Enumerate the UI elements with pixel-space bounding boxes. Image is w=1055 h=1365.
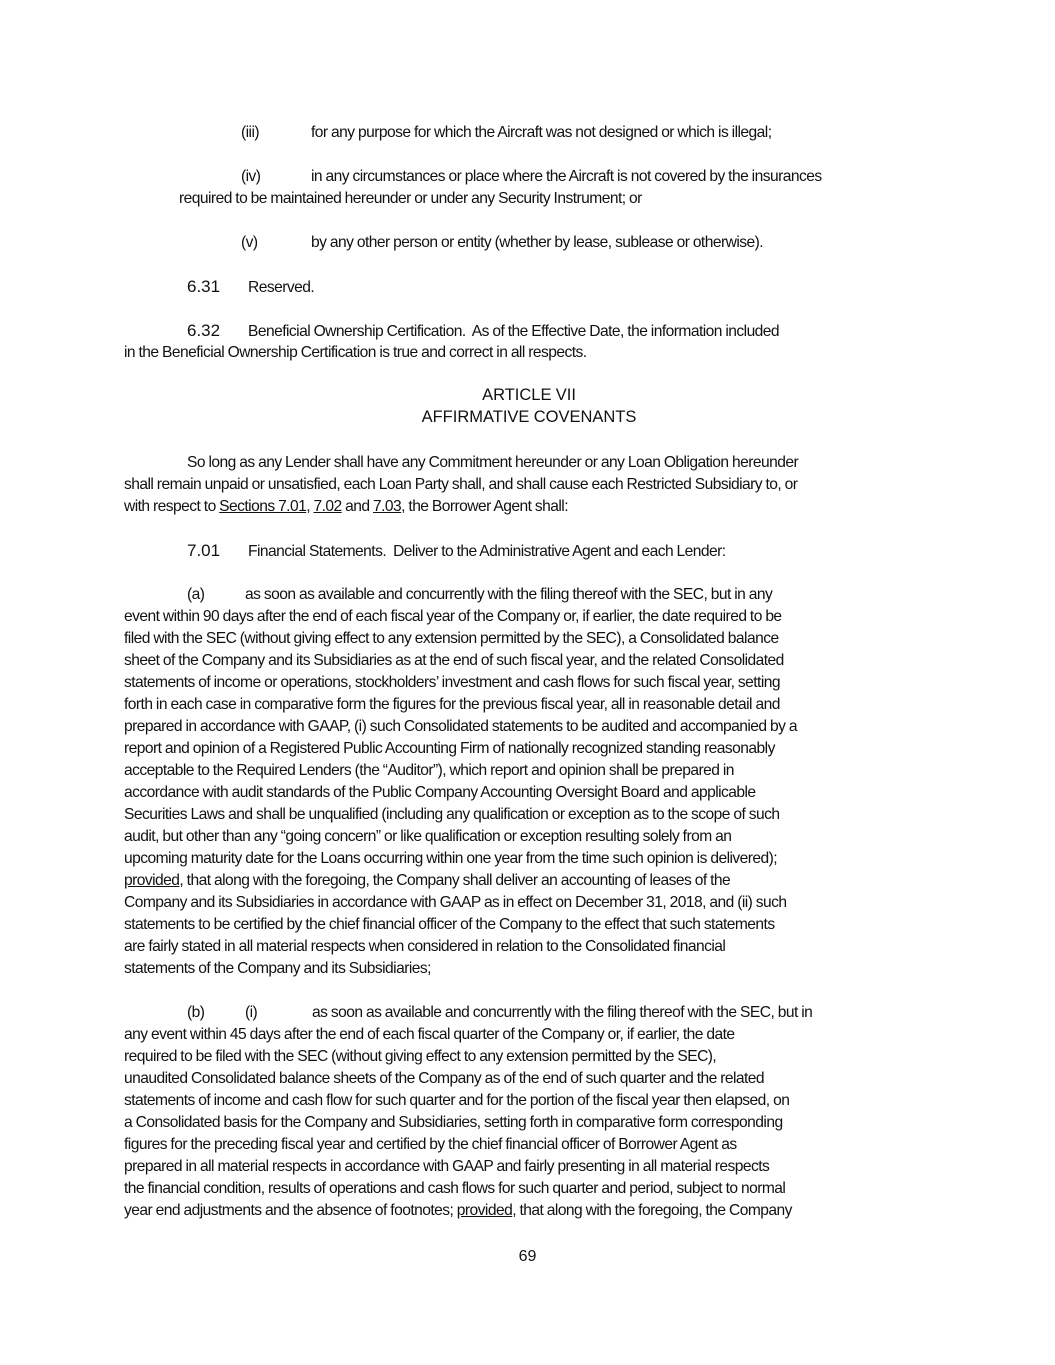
para-b-label: (b) (187, 1004, 205, 1021)
para-b-line: the financial condition, results of operations and cash flows for such quarter and period, subject to normal (124, 1180, 786, 1197)
para-b-line (124, 1200, 934, 1222)
item-iv-line2: required to be maintained hereunder or under any Security Instrument; or (179, 190, 642, 207)
para-a-provided: provided (124, 872, 180, 889)
para-a-line: sheet of the Company and its Subsidiaries as at the end of such fiscal year, and the related Consolidated (124, 652, 784, 669)
para-b-line: statements of income and cash flow for such quarter and for the portion of the fiscal year then elapsed, on (124, 1092, 790, 1109)
item-iv (124, 166, 934, 188)
section-6-32-number: 6.32 (187, 321, 221, 340)
section-6-31-number: 6.31 (187, 277, 221, 296)
item-iii-label: (iii) (241, 124, 260, 141)
para-a-line: event within 90 days after the end of each fiscal year of the Company or, if earlier, the date required to be (124, 608, 782, 625)
item-v (124, 232, 934, 254)
para-a-line: statements to be certified by the chief financial officer of the Company to the effect that such statements (124, 916, 775, 933)
section-6-31 (124, 276, 934, 298)
intro-text: with respect to (124, 498, 220, 515)
para-b-line: figures for the preceding fiscal year and certified by the chief financial officer of Borrower Agent as (124, 1136, 737, 1153)
intro-text: , the Borrower Agent shall: (401, 498, 568, 515)
section-6-31-title: Reserved. (248, 279, 315, 296)
para-a-label: (a) (187, 586, 205, 603)
para-a-line: upcoming maturity date for the Loans occurring within one year from the time such opinion is delivered); (124, 850, 778, 867)
item-iii (124, 122, 934, 144)
para-b-text: as soon as available and concurrently with the filing thereof with the SEC, but in (312, 1004, 813, 1021)
para-a-line: acceptable to the Required Lenders (the “Auditor”), which report and opinion shall be prepared in (124, 762, 734, 779)
para-a-text: , that along with the foregoing, the Company shall deliver an accounting of leases of the (179, 872, 731, 889)
para-a-line (124, 584, 934, 606)
section-7-01 (124, 540, 934, 562)
para-a-line: accordance with audit standards of the Public Company Accounting Oversight Board and applicable (124, 784, 756, 801)
item-iv-label: (iv) (241, 168, 261, 185)
section-7-01-text: Deliver to the Administrative Agent and each Lender: (393, 543, 726, 560)
para-a-line: forth in each case in comparative form the figures for the previous fiscal year, all in reasonable detail and (124, 696, 780, 713)
para-b-line (124, 1002, 934, 1024)
para-b-provided: provided (456, 1202, 513, 1219)
link-sections-7-01[interactable]: Sections 7.01 (219, 498, 307, 515)
section-7-01-title: Financial Statements. (248, 543, 387, 560)
link-7-02[interactable]: 7.02 (313, 498, 342, 515)
para-b-line: unaudited Consolidated balance sheets of the Company as of the end of such quarter and the related (124, 1070, 765, 1087)
link-7-03[interactable]: 7.03 (372, 498, 402, 515)
para-b-line: required to be filed with the SEC (without giving effect to any extension permitted by the SEC), (124, 1048, 717, 1065)
para-a-line: audit, but other than any “going concern” or like qualification or exception resulting solely from an (124, 828, 732, 845)
para-b-line: prepared in all material respects in accordance with GAAP and fairly presenting in all material respects (124, 1158, 770, 1175)
para-a-line: Company and its Subsidiaries in accordance with GAAP as in effect on December 31, 2018, and (ii) such (124, 894, 787, 911)
document-page (124, 122, 934, 1222)
para-a-line: filed with the SEC (without giving effect to any extension permitted by the SEC), a Consolidated balance (124, 630, 779, 647)
intro-separator: , (306, 498, 314, 515)
para-a-line: are fairly stated in all material respects when considered in relation to the Consolidated financial (124, 938, 726, 955)
intro-line-2: shall remain unpaid or unsatisfied, each Loan Party shall, and shall cause each Restricted Subsidiary to, or (124, 476, 798, 493)
para-b-line: any event within 45 days after the end of each fiscal quarter of the Company or, if earlier, the date (124, 1026, 735, 1043)
para-a-line: statements of the Company and its Subsidiaries; (124, 960, 431, 977)
section-6-32 (124, 320, 934, 342)
para-b-line: a Consolidated basis for the Company and Subsidiaries, setting forth in comparative form corresponding (124, 1114, 783, 1131)
para-a-line: Securities Laws and shall be unqualified (including any qualification or exception as to the scope of such (124, 806, 780, 823)
para-b-text: , that along with the foregoing, the Company (512, 1202, 792, 1219)
section-6-32-title: Beneficial Ownership Certification. (248, 323, 466, 340)
intro-separator: and (341, 498, 373, 515)
para-a-line: statements of income or operations, stockholders’ investment and cash flows for such fiscal year, setting (124, 674, 780, 691)
item-v-label: (v) (241, 234, 258, 251)
para-b-sublabel: (i) (245, 1004, 258, 1021)
section-6-32-line2: in the Beneficial Ownership Certification is true and correct in all respects. (124, 344, 587, 361)
section-6-32-text: As of the Effective Date, the information included (471, 323, 780, 340)
item-iv-line1: in any circumstances or place where the Aircraft is not covered by the insurances (311, 168, 822, 185)
item-iii-text: for any purpose for which the Aircraft was not designed or which is illegal; (311, 124, 772, 141)
intro-line-1: So long as any Lender shall have any Commitment hereunder or any Loan Obligation hereunder (187, 454, 799, 471)
para-b-text: year end adjustments and the absence of footnotes; (124, 1202, 457, 1219)
para-a-text: as soon as available and concurrently with the filing thereof with the SEC, but in any (245, 586, 773, 603)
para-a-line: report and opinion of a Registered Public Accounting Firm of nationally recognized standing reasonably (124, 740, 775, 757)
para-a-line (124, 870, 934, 892)
page-number: 69 (518, 1248, 537, 1265)
intro-line-3 (124, 496, 934, 518)
article-subheading: AFFIRMATIVE COVENANTS (421, 408, 637, 426)
section-7-01-number: 7.01 (187, 541, 221, 560)
item-v-text: by any other person or entity (whether by lease, sublease or otherwise). (311, 234, 764, 251)
para-a-line: prepared in accordance with GAAP, (i) such Consolidated statements to be audited and accompanied by a (124, 718, 798, 735)
article-heading: ARTICLE VII (482, 386, 576, 404)
